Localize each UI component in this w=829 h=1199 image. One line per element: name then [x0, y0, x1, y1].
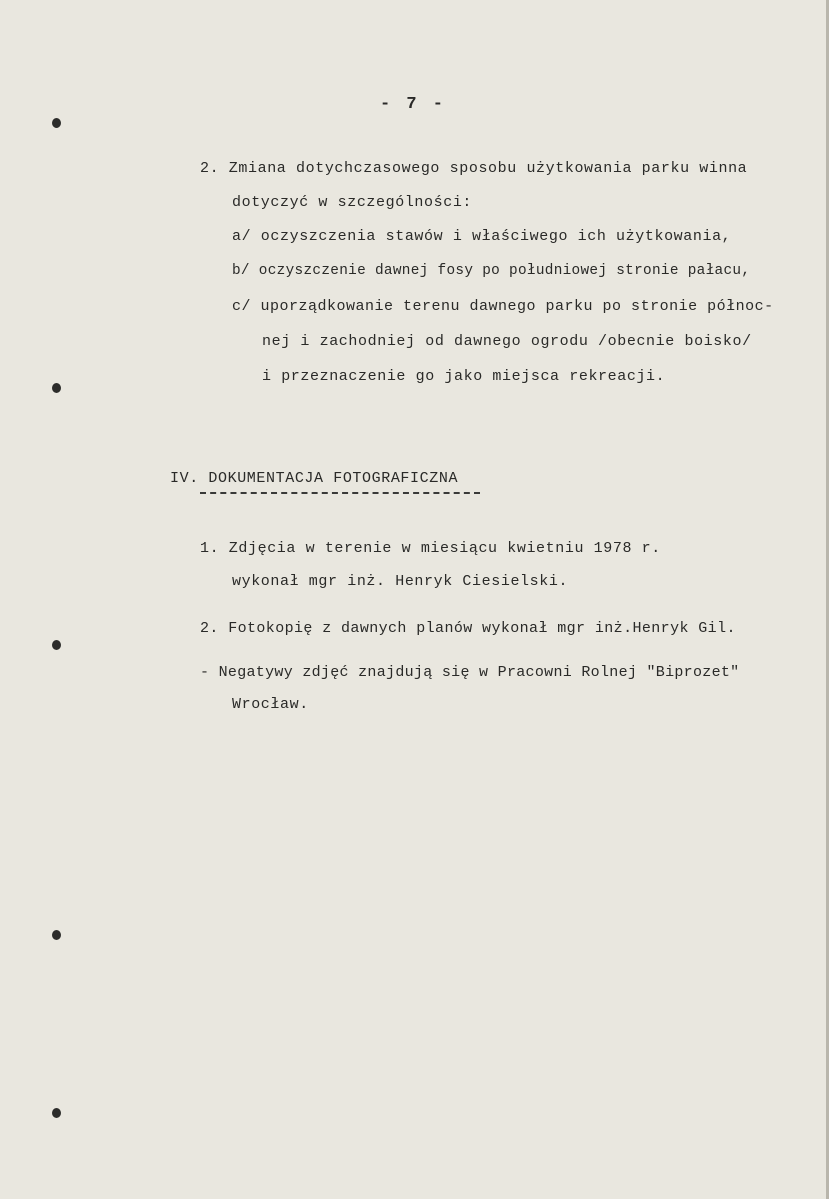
text-line: wykonał mgr inż. Henryk Ciesielski. [232, 573, 569, 590]
page-number: - 7 - [380, 95, 447, 114]
text-line: 2. Fotokopię z dawnych planów wykonał mgr inż.Henryk Gil. [200, 620, 736, 637]
punch-hole-1 [52, 118, 61, 128]
text-line: nej i zachodniej od dawnego ogrodu /obecnie boisko/ [262, 333, 752, 350]
text-line: dotyczyć w szczególności: [232, 194, 473, 211]
section-iv-heading: IV. DOKUMENTACJA FOTOGRAFICZNA [170, 470, 459, 487]
text-line: 2. Zmiana dotychczasowego sposobu użytkowania parku winna [200, 160, 748, 177]
text-line: - Negatywy zdjęć znajdują się w Pracowni Rolnej "Biprozet" [200, 664, 740, 681]
text-line: a/ oczyszczenia stawów i właściwego ich użytkowania, [232, 228, 732, 245]
punch-hole-3 [52, 640, 61, 650]
heading-underline [200, 492, 480, 494]
punch-hole-5 [52, 1108, 61, 1118]
text-line: c/ uporządkowanie terenu dawnego parku po stronie północ- [232, 298, 774, 315]
text-line: Wrocław. [232, 696, 309, 713]
text-line: i przeznaczenie go jako miejsca rekreacji. [262, 368, 666, 385]
punch-hole-2 [52, 383, 61, 393]
punch-hole-4 [52, 930, 61, 940]
text-line: 1. Zdjęcia w terenie w miesiącu kwietniu 1978 r. [200, 540, 661, 557]
text-line: b/ oczyszczenie dawnej fosy po południowej stronie pałacu, [232, 263, 751, 279]
